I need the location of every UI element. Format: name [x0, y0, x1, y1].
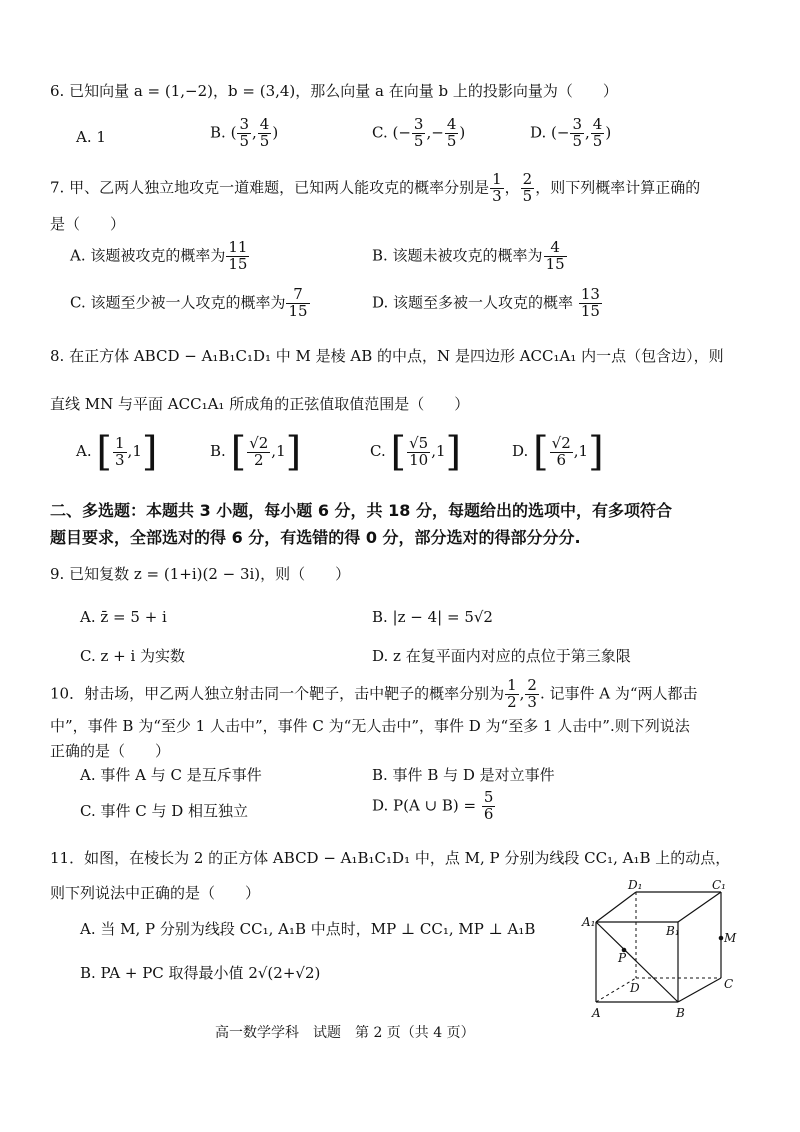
q11-option-b: B. PA + PC 取得最小值 2√(2+√2) [80, 964, 321, 982]
q10-stem-line1: 10．射击场，甲乙两人独立射击同一个靶子，击中靶子的概率分别为 $\frac{1}{2}$ , $\frac{2}{3}$ . 记事件 A 为“两人都击 [50, 676, 698, 711]
label-m: M [724, 931, 737, 945]
q6-stem: 6. 已知向量 a = (1,−2)，b = (3,4)，那么向量 a 在向量 b 上的投影向量为（ ） [50, 82, 618, 100]
q9-option-a: A. z̄ = 5 + i [80, 608, 167, 626]
q6-option-b: B. ( $\frac{3}{5}$ , $\frac{4}{5}$ ) [210, 115, 279, 150]
edge-bc [678, 978, 721, 1002]
q9-option-b: B. |z − 4| = 5√2 [372, 608, 493, 626]
q6-option-a: A. 1 [76, 128, 106, 146]
section2-heading-line1: 二、多选题：本题共 3 小题，每小题 6 分，共 18 分，每题给出的选项中，有多项符合 [50, 501, 672, 520]
q7-option-d: D. 该题至多被一人攻克的概率 $\frac{13}{15}$ [372, 285, 600, 320]
label-c1: C₁ [712, 880, 726, 892]
q10-option-a: A. 事件 A 与 C 是互斥事件 [80, 766, 262, 784]
point-m [719, 936, 724, 941]
q8-option-b: B. [ $\frac{√2}{2}$ ,1] [210, 429, 302, 475]
q7-stem-line1: 7. 甲、乙两人独立地攻克一道难题，已知两人能攻克的概率分别是 $\frac{1}{3}$ ， $\frac{2}{5}$ ，则下列概率计算正确的 [50, 170, 701, 205]
q10-option-d: D. P(A ∪ B) = $\frac{5}{6}$ [372, 788, 494, 823]
q7-option-b: B. 该题未被攻克的概率为 $\frac{4}{15}$ [372, 238, 565, 273]
q7-option-c: C. 该题至少被一人攻克的概率为 $\frac{7}{15}$ [70, 285, 308, 320]
q8-option-d: D. [ $\frac{√2}{6}$ ,1] [512, 429, 604, 475]
q9-option-c: C. z + i 为实数 [80, 647, 186, 665]
label-d1: D₁ [628, 880, 643, 892]
q6-option-d: D. (− $\frac{3}{5}$ , $\frac{4}{5}$ ) [530, 115, 612, 150]
section2-heading-line2: 题目要求，全部选对的得 6 分，有选错的得 0 分，部分选对的得部分分分. [50, 528, 581, 547]
edge-a1d1 [596, 892, 636, 922]
q11-stem-line2: 则下列说法中正确的是（ ） [50, 884, 261, 902]
label-d: D [630, 981, 640, 995]
q11-stem-line1: 11．如图，在棱长为 2 的正方体 ABCD − A₁B₁C₁D₁ 中，点 M, P 分别为线段 CC₁, A₁B 上的动点， [50, 849, 731, 867]
q10-stem-line2: 中”，事件 B 为“至少 1 人击中”，事件 C 为“无人击中”，事件 D 为“至多 1 人击中”.则下列说法 [50, 717, 690, 735]
q8-stem-line2: 直线 MN 与平面 ACC₁A₁ 所成角的正弦值取值范围是（ ） [50, 395, 470, 413]
q6-option-c: C. (− $\frac{3}{5}$ ,− $\frac{4}{5}$ ) [372, 115, 466, 150]
page-footer: 高一数学学科 试题 第 2 页（共 4 页） [215, 1025, 475, 1041]
label-b: B [676, 1006, 685, 1020]
label-a: A [592, 1006, 601, 1020]
q7-stem-line2: 是（ ） [50, 215, 126, 233]
label-b1: B₁ [666, 924, 680, 938]
q9-stem: 9. 已知复数 z = (1+i)(2 − 3i)，则（ ） [50, 565, 351, 583]
q11-option-a: A. 当 M, P 分别为线段 CC₁, A₁B 中点时，MP ⊥ CC₁, MP ⊥ A₁B [80, 920, 536, 938]
q8-stem-line1: 8. 在正方体 ABCD − A₁B₁C₁D₁ 中 M 是棱 AB 的中点，N 是四边形 ACC₁A₁ 内一点（包含边），则 [50, 347, 724, 365]
label-c: C [724, 977, 734, 991]
label-p: P [618, 951, 627, 965]
label-a1: A₁ [582, 915, 596, 929]
edge-b1c1 [678, 892, 721, 922]
q8-option-a: A. [ $\frac{1}{3}$ ,1] [76, 429, 158, 475]
q9-option-d: D. z 在复平面内对应的点位于第三象限 [372, 647, 631, 665]
q7-option-a: A. 该题被攻克的概率为 $\frac{11}{15}$ [70, 238, 248, 273]
cube-figure [578, 880, 748, 1020]
cube-svg [578, 880, 748, 1020]
q10-stem-line3: 正确的是（ ） [50, 742, 171, 760]
q8-option-c: C. [ $\frac{√5}{10}$ ,1] [370, 429, 462, 475]
q10-option-c: C. 事件 C 与 D 相互独立 [80, 802, 249, 820]
q10-option-b: B. 事件 B 与 D 是对立事件 [372, 766, 555, 784]
